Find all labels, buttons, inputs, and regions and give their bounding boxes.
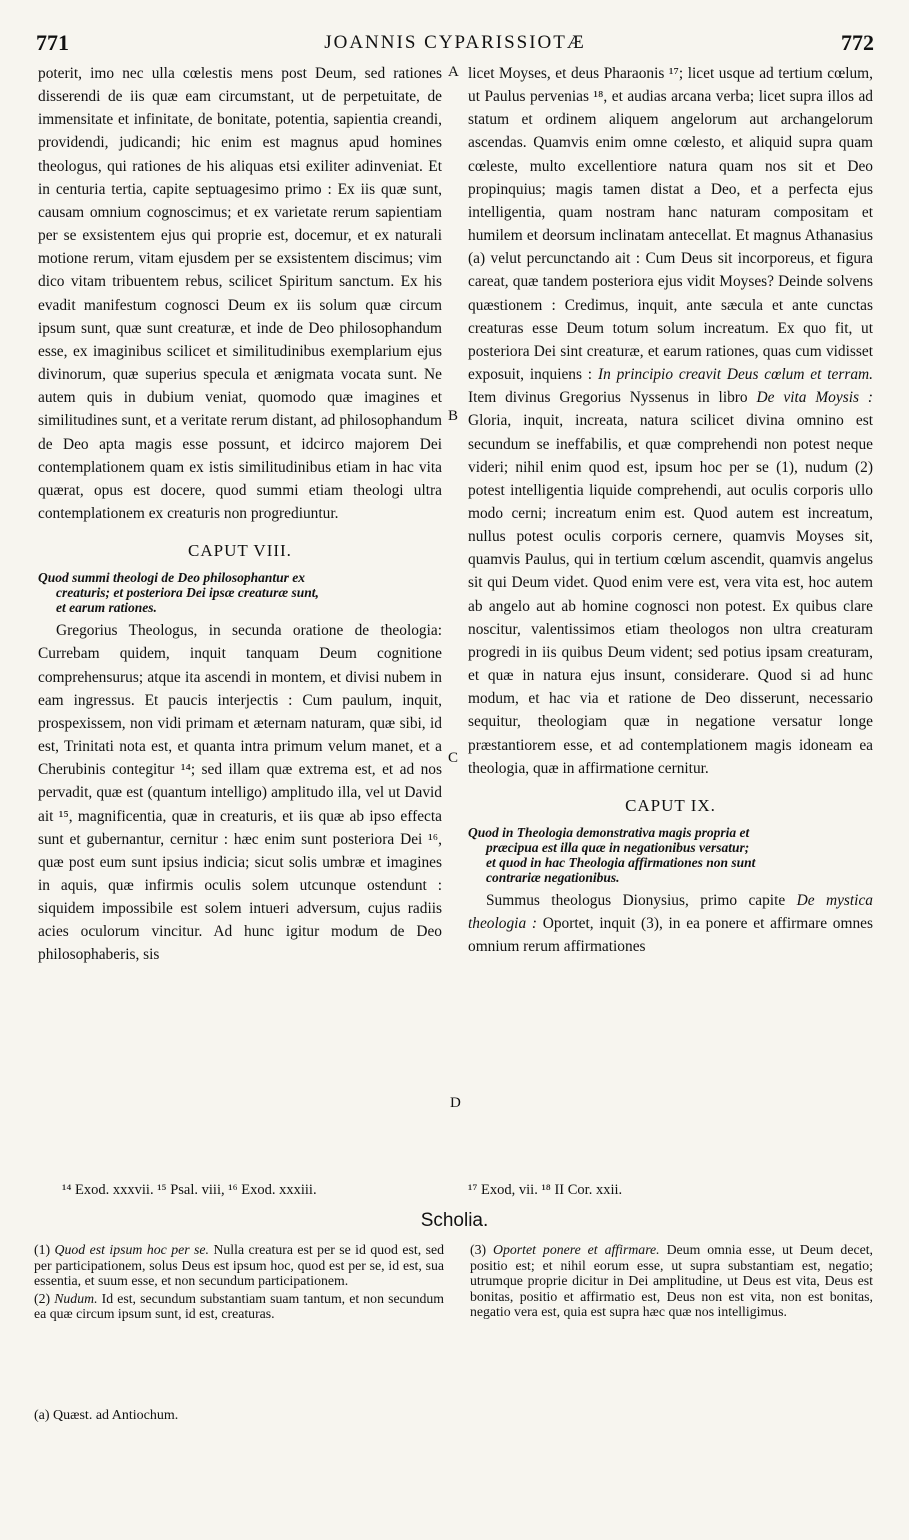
summary-line: præcipua est illa quæ in negationibus versatur; — [486, 840, 750, 855]
italic-title: De vita Moysis : — [756, 389, 873, 407]
footnotes-right: ¹⁷ Exod, vii. ¹⁸ II Cor. xxii. — [468, 1182, 623, 1198]
scholion-2 — [34, 1291, 444, 1322]
scholion-number: (1) — [34, 1242, 51, 1257]
footnote-a: (a) Quæst. ad Antiochum. — [34, 1408, 179, 1423]
page-number-right: 772 — [841, 30, 874, 55]
scholia-right — [470, 1242, 873, 1322]
scholion-text: Deum omnia esse, ut Deum decet, positio est; et nihil eorum esse, ut supra substantiam est, negatio; utrumque proprie dicitur in Dei amplitudine, ut Deus est vita, Deus est bonitas, positio et affirmatio est, Deus non est vita, non est bonitas, negatio vera est, quia est supra hæc quæ nos intelligimus. — [470, 1242, 873, 1320]
text-run: Gloria, inquit, increata, natura scilicet divina omnino est secundum se ineffabilis, et quæ comprehendi non potest neque videri; nihil enim quod est, ipsum hoc per se (1), nudum (2) potest intelligentia liquide comprehendi, aut oculis corporis ullo modo cerni; increatum enim est. Quod autem est increatum, nullus potest oculis corporis cernere, quamvis Moyses sit, quamvis Paulus, qui in tertium cœlum ascendit, quamvis angelus sit qui Deum videt. Quod enim vere est, vera vita est, hoc autem ab angelo aut ab homine cognosci non potest. Ex quibus clare noscitur, valentissimos etiam theologos non ultra creaturam progredi in iis quibus Deum vident; sed potius ipsam creaturam, et quæ in natura ejus insunt, considerare. Quod si ad hunc modum, et hac via et ratione de Deo disserunt, necessario sequitur, theologiam quæ in negatione versatur longe præstantiorem esse, et ad contemplationem magis idoneam ea theologia, quæ in affirmatione cernitur. — [468, 412, 873, 777]
scholion-number: (3) — [470, 1242, 487, 1257]
scholion-number: (2) — [34, 1290, 51, 1306]
scholion-3 — [470, 1242, 873, 1320]
italic-title: De mystica theologia : — [468, 892, 873, 933]
margin-letter-a: A — [448, 64, 459, 80]
chapter-heading-viii: CAPUT VIII. — [188, 541, 292, 561]
chapter-heading-ix: CAPUT IX. — [625, 795, 716, 815]
margin-letter-d: D — [450, 1095, 461, 1111]
text-run: licet Moyses, et deus Pharaonis ¹⁷; licet usque ad tertium cœlum, ut Paulus pervenias ¹⁸, et audias arcana verba; licet supra illos ad statum et ordinem aliquem angelorum aut archangelorum ascendas. Quamvis enim omne cœlesto, et aliquid supra quam cœleste, multo excellentiore natura quam nos sit et Deo propinquius; magis tamen distat a Deo, et a perfecta ejus intelligentia, quam nostram hanc naturam compositam et humilem et deorsum inclinatam antecellat. Et magnus Athanasius (a) velut percunctando ait : Cum Deus sit incorporeus, et figura careat, quæ tandem posteriora ejus vidit Moyses? Deinde solvens quæstionem : Credimus, inquit, ante sæcula et ante cunctas creaturas esse Deum totum solum increatum. Ex quo fit, ut posteriora Dei sint creaturæ, et earum rationes, quas cum vidisset exposuit, inquiens : — [468, 65, 873, 384]
text-run: Item divinus Gregorius Nyssenus in libro — [468, 389, 748, 407]
scholion-text: Nulla creatura est per se id quod est, sed per participationem, solus Deus est ipsum hoc, quod est per se, id est, sua essentia, et suum esse, et non secundum participationem. — [34, 1242, 445, 1289]
scholion-lemma: Oportet ponere et affirmare. — [493, 1242, 660, 1257]
text-run: Summus theologus Dionysius, primo capite — [486, 892, 786, 909]
page-number-left: 771 — [36, 30, 69, 55]
left-paragraph-1: poterit, imo nec ulla cœlestis mens post Deum, sed rationes disserendi de iis quæ eam circumstant, ut de perpetuitate, de immensitate et infinitate, de bonitate, potentia, sapientia creandi, providendi, judicandi; hic enim est magnus apud homines theologus, qui rationes de his aliquas etsi exiliter adinveniat. Et in centuria tertia, capite septuagesimo primo : Ex iis quæ sunt, causam omnium cognoscimus; et ex varietate rerum sapientiam per se exsistentem ejus qui proprie est, docemur, et ex naturali motione rerum, vitam ejusdem per se exsistentem discimus; vim dico vitam tribuentem rebus, scilicet Spiritum sanctum. Ex his evadit manifestum cognosci Deum ex iis solum quæ circum ipsum sunt, quæ sunt creaturæ, et inde de Deo philosophandum esse, ex imaginibus scilicet et similitudinibus exemplarium ejus divinorum, quæ superius specula et ænigmata vocata sunt. Ne autem quis in dubium veniat, quomodo quæ imagines et similitudines sunt, et a veritate rerum distant, ad philosophandum de Deo apta magis esse possunt, et idcirco majorem Dei contemplationem quam ex istis similitudinibus etiam in hac vita quærat, opus est docere, quod summi etiam theologi ultra contemplationem ex creaturis non progrediuntur. — [38, 65, 442, 522]
summary-line: et earum rationes. — [56, 600, 157, 616]
chapter-summary-viii — [38, 570, 442, 615]
scholion-1 — [34, 1242, 444, 1289]
running-title: JOANNIS CYPARISSIOTÆ — [324, 32, 586, 53]
text-run: Oportet, inquit (3), in ea ponere et affirmare omnes omnium rerum affirmationes — [468, 915, 873, 956]
scholion-text: Id est, secundum substantiam suam tantum, et non secundum ea quæ circum ipsum sunt, id est, creaturas. — [34, 1290, 445, 1322]
scholia-heading: Scholia. — [420, 1210, 489, 1231]
page-header — [30, 30, 880, 56]
scholion-lemma: Nudum. — [54, 1290, 98, 1306]
summary-line: creaturis; et posteriora Dei ipsæ creaturæ sunt, — [56, 585, 319, 601]
footnotes-left: ¹⁴ Exod. xxxvii. ¹⁵ Psal. viii, ¹⁶ Exod. xxxiii. — [62, 1182, 317, 1198]
scholia-left — [34, 1242, 444, 1324]
summary-line: et quod in hac Theologia affirmationes non sunt — [486, 855, 756, 870]
italic-quote: In principio creavit Deus cœlum et terram. — [597, 366, 873, 384]
scholion-lemma: Quod est ipsum hoc per se. — [54, 1242, 209, 1257]
right-paragraph-2 — [468, 889, 873, 958]
summary-line: Quod summi theologi de Deo philosophantur ex — [38, 570, 306, 586]
right-column — [468, 62, 873, 958]
margin-letter-c: C — [448, 750, 459, 766]
left-paragraph-2: Gregorius Theologus, in secunda oratione de theologia: Currebam quidem, inquit tanquam Deum cognitione comprehensurus; atque ita ascendi in montem, et divisi nubem in eam ingressus. Et paucis interjectis : Cum paulum, inquit, prospexissem, non vidi primam et æternam naturam, quæ sibi, id est, Trinitati nota est, et quanta intra primum velum manet, et a Cherubinis contegitur ¹⁴; sed illam quæ extrema est, et ad nos pervadit, quæ est (quantum intelligo) amplitudo illa, vel ut David ait ¹⁵, magnificentia, quæ in creaturis, et iis quæ ab ipso effecta sunt et gubernantur, cernitur : hæc enim sunt posteriora Dei ¹⁶, quæ post eum sunt ipsius indicia; sicut solis umbræ et imagines in aquis, quæ infirmis oculis solem utcunque ostendunt : siquidem impossibile est solem intueri adversum, cujus radiis acies oculorum vincitur. Ad hunc igitur modum de Deo philosophaberis, sis — [38, 622, 442, 964]
summary-line: Quod in Theologia demonstrativa magis propria et — [468, 825, 750, 840]
summary-line: contrariæ negationibus. — [486, 870, 620, 885]
margin-letter-b: B — [448, 408, 459, 424]
chapter-summary-ix — [468, 825, 873, 885]
right-paragraph-1 — [468, 62, 873, 780]
left-column — [38, 62, 442, 967]
